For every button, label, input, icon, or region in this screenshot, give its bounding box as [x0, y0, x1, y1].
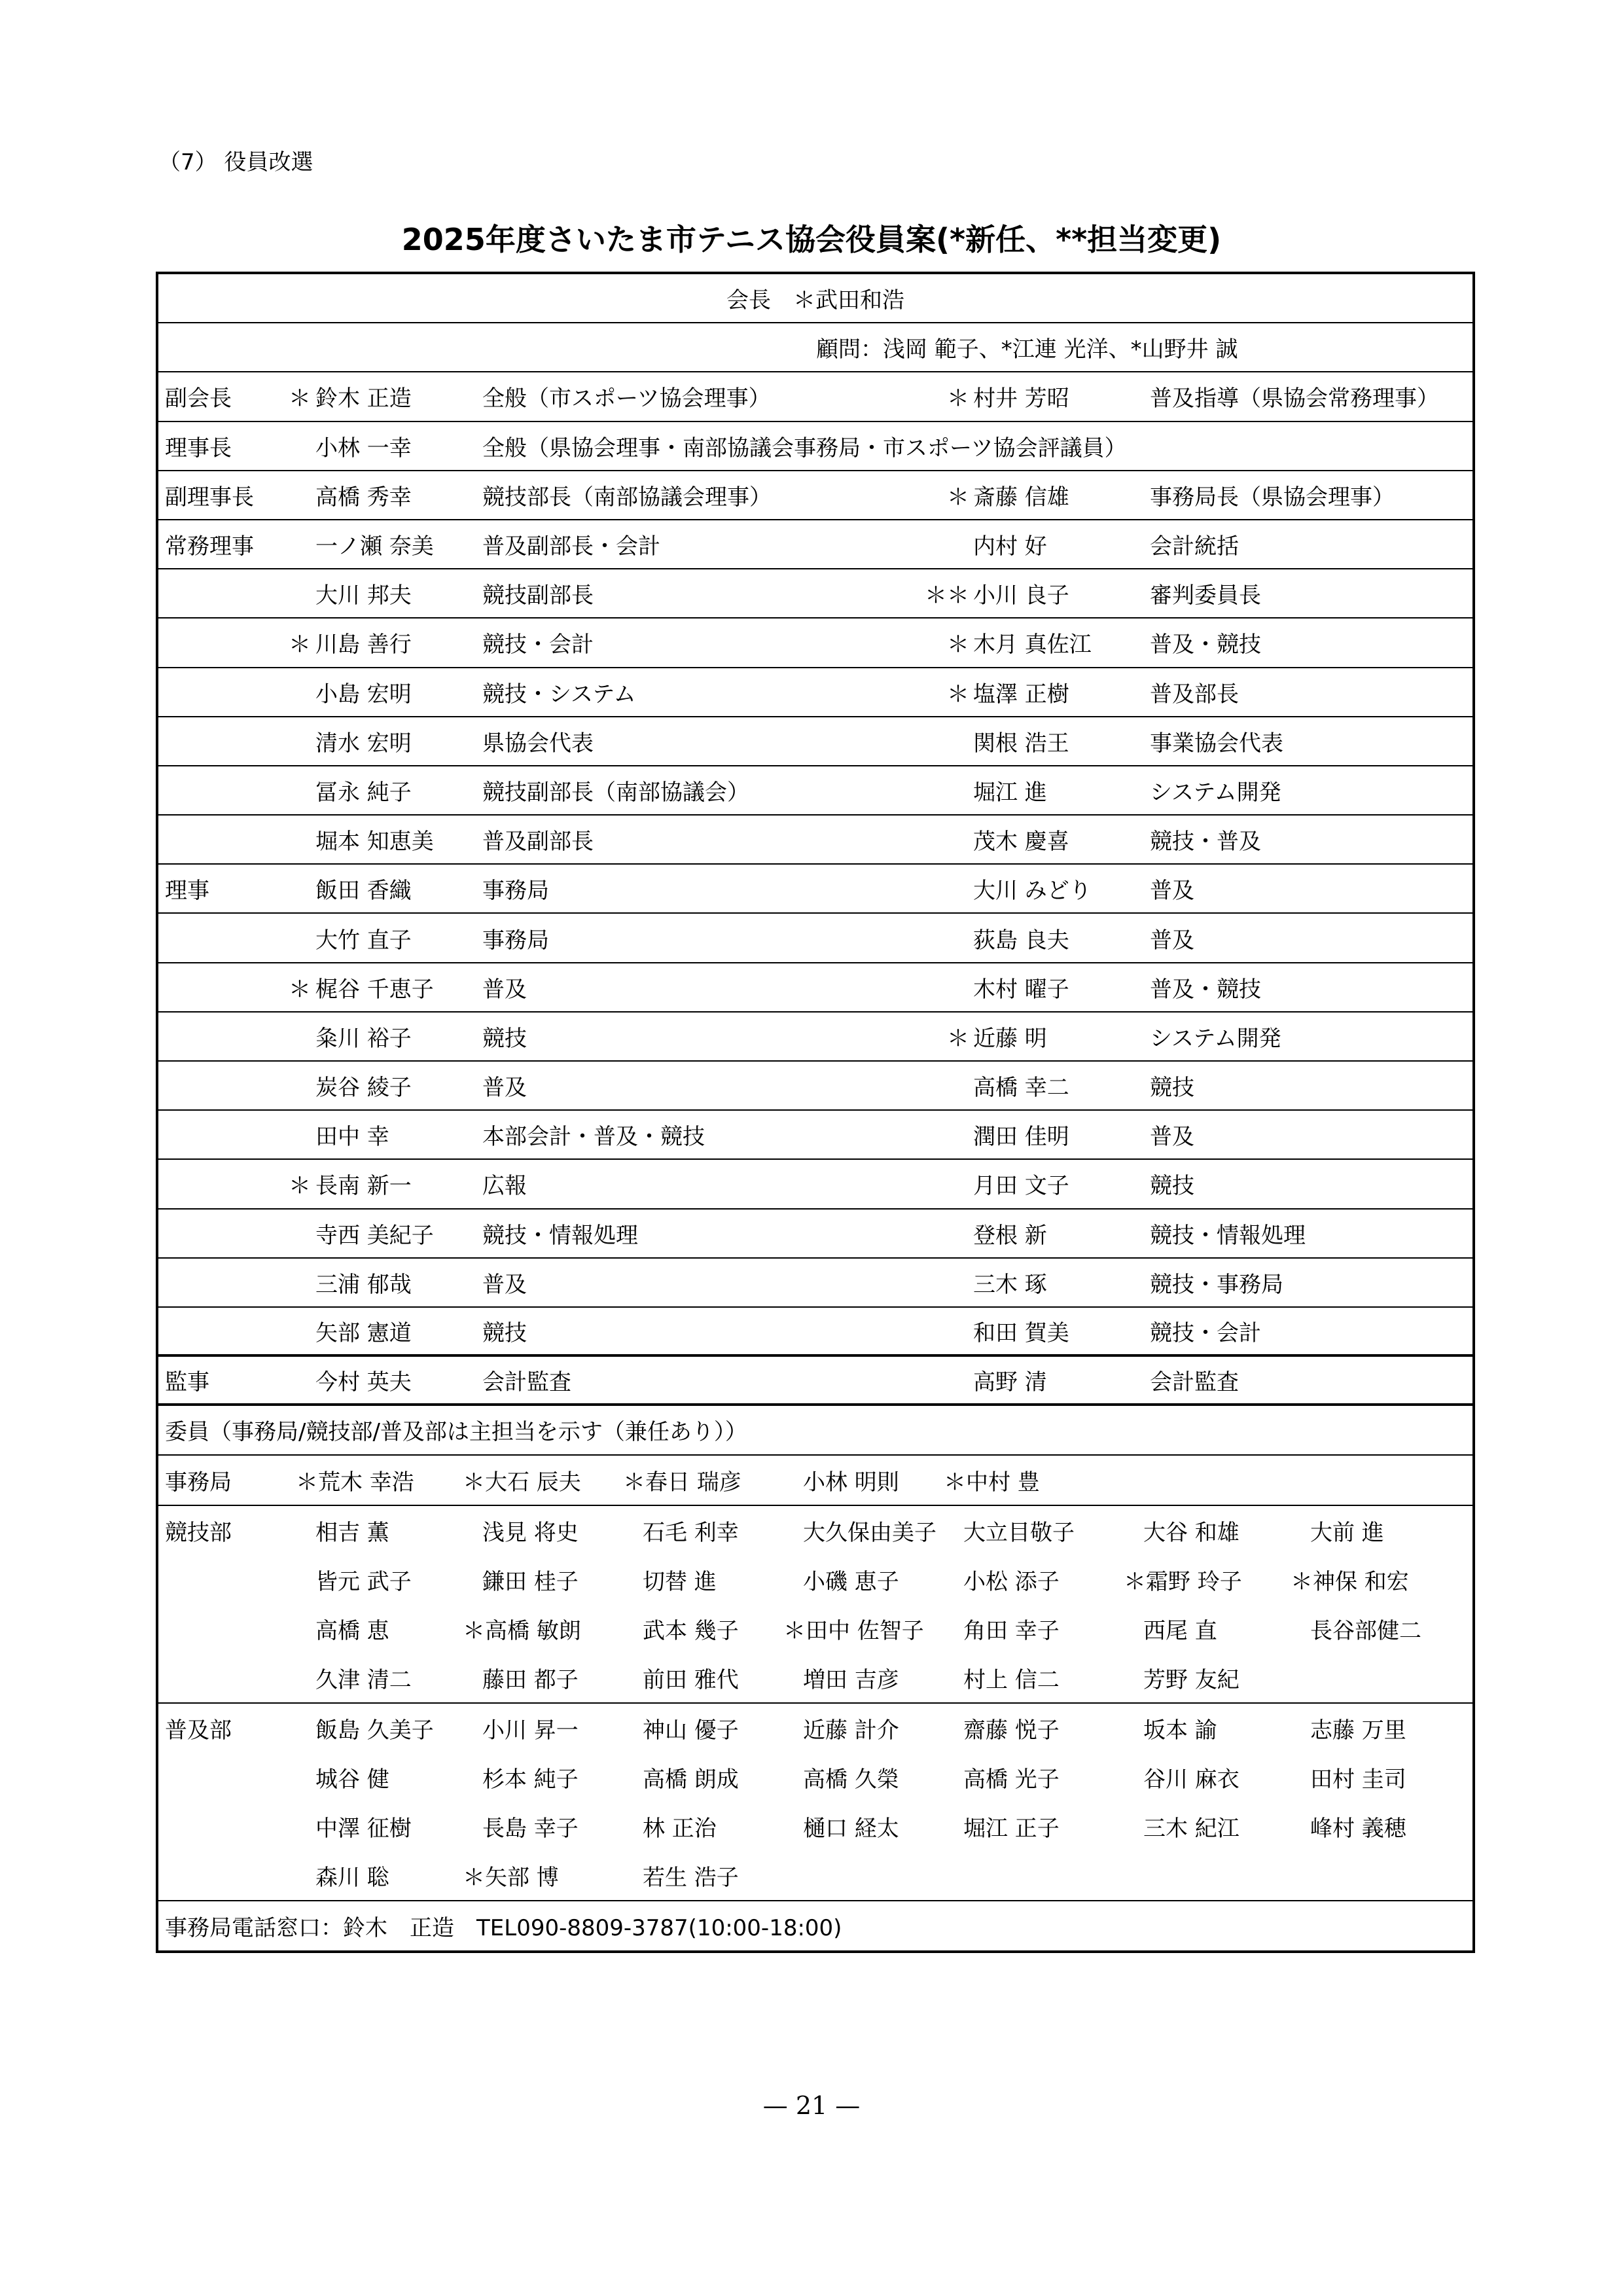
committee-member: 大久保由美子: [803, 1519, 936, 1546]
officer-row: [158, 520, 1472, 569]
committee-line: [158, 1802, 1472, 1851]
committee-member: 久津 清二: [315, 1666, 412, 1693]
committee-member: 森川 聡: [315, 1864, 389, 1891]
officer-duty-right: 普及・競技: [1150, 632, 1261, 658]
committee-member: 谷川 麻衣: [1143, 1766, 1240, 1793]
officer-name-right: 村井 芳昭: [973, 386, 1069, 412]
new-marker-right: [940, 963, 969, 1011]
officer-rows: [158, 372, 1472, 1406]
role-label: 理事: [165, 878, 209, 905]
officer-row: [158, 471, 1472, 520]
officer-duty-left: 競技部長（南部協議会理事）: [482, 484, 772, 511]
committee-member: ＊神保 和宏: [1291, 1568, 1409, 1595]
contact-text: 事務局電話窓口：鈴木 正造 TEL090-8809-3787(10:00-18:00): [165, 1914, 842, 1941]
officer-name-right: 塩澤 正樹: [973, 681, 1069, 708]
committee-member: 齋藤 悦子: [963, 1717, 1060, 1744]
officer-name-right: 木月 真佐江: [973, 632, 1092, 658]
new-marker-left: [293, 1259, 307, 1306]
officer-duty-left: 全般（市スポーツ協会理事）: [482, 386, 771, 412]
committee-member: 長島 幸子: [482, 1815, 579, 1842]
new-marker-left: ＊: [289, 632, 311, 658]
committee-member: 藤田 都子: [482, 1666, 579, 1693]
president-text: 会長 ＊武田和浩: [726, 287, 904, 314]
committee-member: 武本 幾子: [643, 1617, 739, 1644]
officer-name-right: 茂木 慶喜: [973, 829, 1069, 855]
officer-duty-right: 事業協会代表: [1150, 730, 1283, 757]
officer-duty-left: 普及副部長・会計: [482, 533, 660, 560]
officer-duty-right: 競技: [1150, 1075, 1194, 1102]
officer-duty-right: 競技・会計: [1150, 1320, 1261, 1347]
contact-row: [158, 1901, 1472, 1950]
committee-member: 城谷 健: [315, 1766, 389, 1793]
new-marker-left: [293, 1308, 307, 1354]
officer-name-left: 三浦 郁哉: [315, 1271, 412, 1298]
committee-member: 相吉 薫: [315, 1519, 389, 1546]
officer-duty-right: 審判委員長: [1150, 583, 1261, 609]
officer-row: [158, 1357, 1472, 1406]
officer-name-right: 小川 良子: [973, 583, 1069, 609]
new-marker-right: [940, 1210, 969, 1257]
officer-name-right: 荻島 良夫: [973, 927, 1069, 954]
new-marker-left: [293, 766, 307, 814]
committee-member: 前田 雅代: [643, 1666, 739, 1693]
officer-name-left: 清水 宏明: [315, 730, 412, 757]
new-marker-right: [940, 717, 969, 765]
officer-duty-right: 会計監査: [1150, 1369, 1239, 1396]
committee-member: 小松 添子: [963, 1568, 1060, 1595]
role-label: 常務理事: [165, 533, 254, 560]
officer-row: [158, 569, 1472, 619]
officer-row: [158, 372, 1472, 422]
new-marker-left: ＊: [289, 1173, 311, 1200]
committee-line: [158, 1851, 1472, 1900]
committee-member: 坂本 諭: [1143, 1717, 1217, 1744]
new-marker-left: [293, 422, 307, 470]
officer-name-left: 大川 邦夫: [315, 583, 412, 609]
committee-member: 近藤 計介: [803, 1717, 899, 1744]
new-marker-right: ＊＊: [925, 583, 969, 609]
new-marker-left: [293, 520, 307, 568]
new-marker-left: ＊: [289, 976, 311, 1003]
new-marker-right: [940, 914, 969, 961]
officer-row: [158, 1062, 1472, 1111]
officer-row: [158, 766, 1472, 816]
president-row: [158, 274, 1472, 323]
new-marker-right: [940, 520, 969, 568]
committee-member: 田村 圭司: [1310, 1766, 1406, 1793]
committee-member: 林 正治: [643, 1815, 717, 1842]
committee-member: 長谷部健二: [1310, 1617, 1421, 1644]
role-label: 副会長: [165, 386, 232, 412]
new-marker-right: [940, 422, 969, 470]
committee-member: 大谷 和雄: [1143, 1519, 1240, 1546]
committee-member: 切替 進: [643, 1568, 717, 1595]
committee-member: ＊荒木 幸浩: [296, 1469, 414, 1496]
officer-name-left: 大竹 直子: [315, 927, 412, 954]
committee-member: 高橋 朗成: [643, 1766, 739, 1793]
new-marker-left: [293, 1013, 307, 1060]
committee-member: ＊高橋 敏朗: [463, 1617, 581, 1644]
officer-row: [158, 422, 1472, 471]
committee-role: 事務局: [165, 1469, 232, 1496]
officer-duty-left: 県協会代表: [482, 730, 594, 757]
committee-member: 神山 優子: [643, 1717, 739, 1744]
committee-block: [158, 1704, 1472, 1901]
officer-name-left: 小林 一幸: [315, 435, 412, 461]
officer-duty-left: 競技・情報処理: [482, 1222, 638, 1249]
officer-name-right: 木村 曜子: [973, 976, 1069, 1003]
committee-member: 志藤 万里: [1310, 1717, 1406, 1744]
new-marker-left: [293, 1111, 307, 1158]
committee-member: ＊春日 瑞彦: [623, 1469, 741, 1496]
officer-name-right: 三木 琢: [973, 1271, 1047, 1298]
officer-duty-right: 普及: [1150, 878, 1194, 905]
committee-member: 若生 浩子: [643, 1864, 739, 1891]
officer-name-right: 内村 好: [973, 533, 1047, 560]
officer-row: [158, 963, 1472, 1013]
new-marker-left: [293, 1357, 307, 1403]
officer-name-right: 高橋 幸二: [973, 1075, 1069, 1102]
new-marker-left: [293, 717, 307, 765]
officer-name-right: 和田 賀美: [973, 1320, 1069, 1347]
officer-name-left: 堀本 知恵美: [315, 829, 434, 855]
committee-member: 西尾 直: [1143, 1617, 1217, 1644]
role-label: 理事長: [165, 435, 232, 461]
committee-member: 三木 紀江: [1143, 1815, 1240, 1842]
officer-duty-left: 競技副部長（南部協議会）: [482, 779, 749, 806]
officer-duty-left: 普及副部長: [482, 829, 594, 855]
officer-name-left: 川島 善行: [315, 632, 412, 658]
committee-line: [158, 1704, 1472, 1753]
new-marker-left: [293, 569, 307, 617]
officer-name-right: 堀江 進: [973, 779, 1047, 806]
committee-member: 高橋 久榮: [803, 1766, 899, 1793]
officer-name-left: 粂川 裕子: [315, 1025, 412, 1052]
officer-duty-right: 普及指導（県協会常務理事）: [1150, 386, 1439, 412]
committee-member: ＊田中 佐智子: [783, 1617, 924, 1644]
officer-row: [158, 865, 1472, 914]
committee-member: ＊大石 辰夫: [463, 1469, 581, 1496]
committee-line: [158, 1456, 1472, 1505]
officer-duty-left: 競技・会計: [482, 632, 594, 658]
officer-row: [158, 1111, 1472, 1160]
committee-member: 浅見 将史: [482, 1519, 579, 1546]
officer-name-left: 炭谷 綾子: [315, 1075, 412, 1102]
officer-duty-left: 競技: [482, 1025, 527, 1052]
officer-name-right: 大川 みどり: [973, 878, 1092, 905]
committee-member: 皆元 武子: [315, 1568, 412, 1595]
committee-member: 小林 明則: [803, 1469, 899, 1496]
committee-member: 杉本 純子: [482, 1766, 579, 1793]
new-marker-left: [293, 1062, 307, 1109]
new-marker-right: [940, 1308, 969, 1354]
officer-name-right: 関根 浩王: [973, 730, 1069, 757]
officer-duty-left: 競技副部長: [482, 583, 594, 609]
committee-note: 委員（事務局/競技部/普及部は主担当を示す（兼任あり））: [165, 1419, 747, 1446]
page-number: — 21 —: [762, 2091, 861, 2120]
committee-member: 樋口 経太: [803, 1815, 899, 1842]
officer-duty-left: 会計監査: [482, 1369, 571, 1396]
officer-duty-right: システム開発: [1150, 779, 1281, 806]
officer-name-right: 月田 文子: [973, 1173, 1069, 1200]
committee-line: [158, 1604, 1472, 1653]
officer-duty-left: 全般（県協会理事・南部協議会事務局・市スポーツ協会評議員）: [482, 435, 1127, 461]
committee-note-row: [158, 1406, 1472, 1455]
new-marker-right: [940, 1111, 969, 1158]
officer-name-left: 今村 英夫: [315, 1369, 412, 1396]
officer-duty-right: 普及: [1150, 1124, 1194, 1151]
officer-name-left: 矢部 憲道: [315, 1320, 412, 1347]
committee-member: 堀江 正子: [963, 1815, 1060, 1842]
officer-name-left: 飯田 香織: [315, 878, 412, 905]
officer-table: [156, 272, 1475, 1953]
officer-row: [158, 1160, 1472, 1209]
committee-member: 大立目敬子: [963, 1519, 1075, 1546]
officer-duty-right: 普及: [1150, 927, 1194, 954]
committee-block: [158, 1506, 1472, 1704]
page-title: 2025年度さいたま市テニス協会役員案(*新任、**担当変更): [401, 222, 1222, 257]
new-marker-right: [940, 1062, 969, 1109]
committee-member: 小磯 恵子: [803, 1568, 899, 1595]
new-marker-right: [940, 1357, 969, 1403]
officer-duty-right: 競技: [1150, 1173, 1194, 1200]
new-marker-left: [293, 668, 307, 716]
advisor-text: 顧問：浅岡 範子、*江連 光洋、*山野井 誠: [816, 336, 1238, 363]
officer-name-left: 小島 宏明: [315, 681, 412, 708]
committee-member: 増田 吉彦: [803, 1666, 899, 1693]
committee-member: 村上 信二: [963, 1666, 1060, 1693]
new-marker-right: ＊: [947, 484, 969, 511]
new-marker-right: [940, 766, 969, 814]
officer-name-left: 梶谷 千恵子: [315, 976, 434, 1003]
officer-row: [158, 1259, 1472, 1308]
committee-member: ＊霜野 玲子: [1124, 1568, 1242, 1595]
committee-block: [158, 1456, 1472, 1506]
officer-row: [158, 668, 1472, 717]
committee-member: 大前 進: [1310, 1519, 1384, 1546]
new-marker-left: [293, 1210, 307, 1257]
new-marker-right: [940, 816, 969, 863]
new-marker-left: [293, 816, 307, 863]
committee-member: 高橋 恵: [315, 1617, 389, 1644]
officer-name-right: 登根 新: [973, 1222, 1047, 1249]
officer-duty-left: 広報: [482, 1173, 527, 1200]
committee-member: 芳野 友紀: [1143, 1666, 1240, 1693]
officer-duty-right: 普及部長: [1150, 681, 1239, 708]
new-marker-left: [293, 865, 307, 912]
officer-row: [158, 1013, 1472, 1062]
officer-name-right: 潤田 佳明: [973, 1124, 1069, 1151]
committee-member: 石毛 利幸: [643, 1519, 739, 1546]
committee-member: 小川 昇一: [482, 1717, 579, 1744]
committee-line: [158, 1506, 1472, 1555]
committee-line: [158, 1555, 1472, 1604]
officer-name-left: 寺西 美紀子: [315, 1222, 434, 1249]
new-marker-left: ＊: [289, 386, 311, 412]
officer-duty-right: 競技・普及: [1150, 829, 1261, 855]
committee-member: 角田 幸子: [963, 1617, 1060, 1644]
new-marker-right: [940, 865, 969, 912]
committee-line: [158, 1753, 1472, 1802]
committee-member: 鎌田 桂子: [482, 1568, 579, 1595]
officer-duty-right: 事務局長（県協会理事）: [1150, 484, 1395, 511]
new-marker-left: [293, 914, 307, 961]
officer-duty-left: 事務局: [482, 878, 549, 905]
new-marker-right: [940, 1160, 969, 1208]
officer-duty-left: 普及: [482, 976, 527, 1003]
officer-duty-right: システム開発: [1150, 1025, 1281, 1052]
role-label: 監事: [165, 1369, 209, 1396]
officer-duty-right: 競技・情報処理: [1150, 1222, 1306, 1249]
section-heading: （7） 役員改選: [158, 149, 313, 175]
officer-row: [158, 816, 1472, 865]
new-marker-right: [940, 1259, 969, 1306]
officer-name-left: 田中 幸: [315, 1124, 389, 1151]
role-label: 副理事長: [165, 484, 254, 511]
committee-member: ＊矢部 博: [463, 1864, 559, 1891]
officer-duty-left: 普及: [482, 1271, 527, 1298]
officer-duty-right: 普及・競技: [1150, 976, 1261, 1003]
committee-member: 峰村 義穂: [1310, 1815, 1406, 1842]
officer-duty-left: 競技・システム: [482, 681, 636, 708]
advisor-row: [158, 323, 1472, 372]
committee-member: 高橋 光子: [963, 1766, 1060, 1793]
new-marker-right: ＊: [947, 632, 969, 658]
officer-row: [158, 1210, 1472, 1259]
new-marker-right: ＊: [947, 386, 969, 412]
officer-row: [158, 717, 1472, 766]
committee-member: ＊中村 豊: [944, 1469, 1040, 1496]
officer-name-right: 斎藤 信雄: [973, 484, 1069, 511]
officer-duty-left: 競技: [482, 1320, 527, 1347]
officer-duty-right: 会計統括: [1150, 533, 1239, 560]
officer-name-left: 高橋 秀幸: [315, 484, 412, 511]
officer-name-left: 鈴木 正造: [315, 386, 412, 412]
officer-name-left: 冨永 純子: [315, 779, 412, 806]
committee-blocks: [158, 1456, 1472, 1901]
officer-duty-left: 本部会計・普及・競技: [482, 1124, 705, 1151]
new-marker-right: ＊: [947, 1025, 969, 1052]
committee-role: 普及部: [165, 1717, 232, 1744]
officer-name-right: 高野 清: [973, 1369, 1047, 1396]
officer-row: [158, 619, 1472, 668]
officer-row: [158, 1308, 1472, 1357]
officer-duty-left: 事務局: [482, 927, 549, 954]
officer-row: [158, 914, 1472, 963]
officer-duty-right: 競技・事務局: [1150, 1271, 1283, 1298]
officer-duty-left: 普及: [482, 1075, 527, 1102]
officer-name-left: 一ノ瀬 奈美: [315, 533, 434, 560]
committee-role: 競技部: [165, 1519, 232, 1546]
committee-member: 中澤 征樹: [315, 1815, 412, 1842]
committee-member: 飯島 久美子: [315, 1717, 434, 1744]
new-marker-right: ＊: [947, 681, 969, 708]
committee-line: [158, 1653, 1472, 1702]
officer-name-left: 長南 新一: [315, 1173, 412, 1200]
officer-name-right: 近藤 明: [973, 1025, 1047, 1052]
new-marker-left: [293, 471, 307, 519]
